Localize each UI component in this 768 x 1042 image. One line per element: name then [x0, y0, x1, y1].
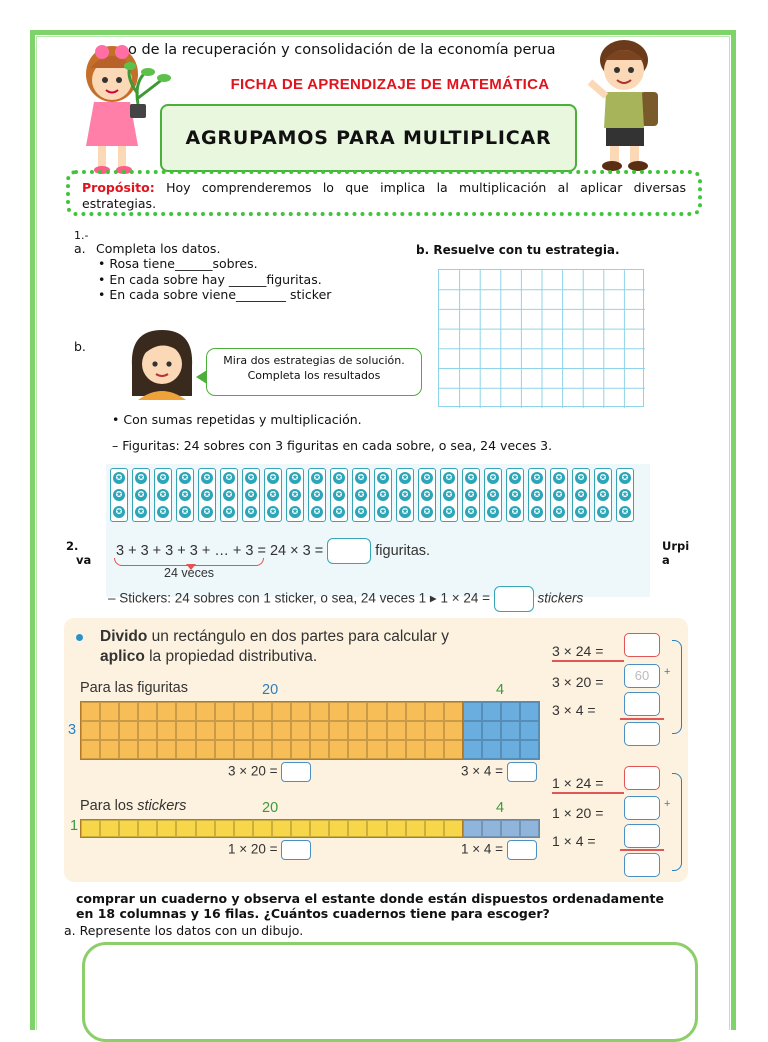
right-bracket-1 — [672, 640, 682, 734]
envelope — [352, 468, 370, 522]
star-sticker-icon: ✪ — [333, 472, 345, 484]
star-sticker-icon: ✪ — [575, 489, 587, 501]
bullet-rosa-tiene: • Rosa tiene______sobres. — [98, 256, 258, 271]
grid-cell — [348, 721, 367, 740]
grid-cell — [176, 702, 195, 721]
grid-cell — [444, 740, 463, 759]
grid-cell — [520, 702, 539, 721]
strip-cell — [501, 820, 520, 837]
star-sticker-icon: ✪ — [575, 506, 587, 518]
right-3x24-answer-box[interactable] — [624, 633, 660, 657]
strip-cell — [329, 820, 348, 837]
right-3x24-label: 3 × 24 = — [552, 643, 604, 659]
right-sum-2-answer-box[interactable] — [624, 853, 660, 877]
strip-cell — [215, 820, 234, 837]
envelope — [462, 468, 480, 522]
envelope — [176, 468, 194, 522]
star-sticker-icon: ✪ — [619, 506, 631, 518]
star-sticker-icon: ✪ — [399, 472, 411, 484]
grid-cell — [81, 702, 100, 721]
star-sticker-icon: ✪ — [157, 489, 169, 501]
star-sticker-icon: ✪ — [465, 489, 477, 501]
strategy-bullet: • Con sumas repetidas y multiplicación. — [112, 412, 362, 427]
part-b-title: b. Resuelve con tu estrategia. — [416, 243, 620, 257]
figuritas-three-label: 3 — [68, 722, 77, 738]
part-a-title: Completa los datos. — [96, 241, 221, 256]
grid-cell — [234, 740, 253, 759]
right-sum-1-answer-box[interactable] — [624, 722, 660, 746]
proposito-box — [66, 170, 702, 216]
envelope — [550, 468, 568, 522]
star-sticker-icon: ✪ — [267, 506, 279, 518]
grid-cell — [272, 721, 291, 740]
grid-cell — [501, 740, 520, 759]
question-2-number: 2. — [66, 539, 79, 553]
main-title: AGRUPAMOS PARA MULTIPLICAR — [185, 127, 552, 149]
strip-cell — [387, 820, 406, 837]
strategy-grid-lines — [439, 270, 645, 408]
right-3x24-underline — [552, 660, 624, 662]
grid-cell — [100, 740, 119, 759]
star-sticker-icon: ✪ — [245, 489, 257, 501]
grid-cell — [310, 721, 329, 740]
grid-cell — [100, 702, 119, 721]
figuritas-explanation: – Figuritas: 24 sobres con 3 figuritas en cada sobre, o sea, 24 veces 3. — [112, 438, 553, 453]
strip-cell — [482, 820, 501, 837]
proposito-label: Propósito: — [82, 180, 155, 195]
grid-cell — [234, 702, 253, 721]
strip-cell — [196, 820, 215, 837]
right-3x20-answer-box[interactable]: 60 — [624, 664, 660, 688]
eq-3x4-answer-box[interactable] — [507, 762, 537, 782]
right-1x4-label: 1 × 4 = — [552, 833, 596, 849]
grid-cell — [367, 721, 386, 740]
envelope — [286, 468, 304, 522]
eq-1x4 — [461, 840, 537, 860]
strip-cell — [291, 820, 310, 837]
star-sticker-icon: ✪ — [113, 506, 125, 518]
star-sticker-icon: ✪ — [377, 506, 389, 518]
envelope — [506, 468, 524, 522]
star-sticker-icon: ✪ — [245, 506, 257, 518]
grid-cell — [501, 721, 520, 740]
star-sticker-icon: ✪ — [553, 489, 565, 501]
grid-cell — [310, 740, 329, 759]
figuritas-label: Para las figuritas — [80, 680, 188, 696]
grid-cell — [482, 740, 501, 759]
star-sticker-icon: ✪ — [421, 472, 433, 484]
star-sticker-icon: ✪ — [311, 489, 323, 501]
star-sticker-icon: ✪ — [223, 506, 235, 518]
star-sticker-icon: ✪ — [597, 506, 609, 518]
stickers-four-label: 4 — [496, 800, 505, 816]
star-sticker-icon: ✪ — [399, 506, 411, 518]
eq-3x20-answer-box[interactable] — [281, 762, 311, 782]
star-sticker-icon: ✪ — [355, 506, 367, 518]
drawing-answer-frame[interactable] — [82, 942, 698, 1042]
envelope — [396, 468, 414, 522]
eq-3x20-label: 3 × 20 = — [228, 763, 278, 779]
star-sticker-icon: ✪ — [465, 506, 477, 518]
star-sticker-icon: ✪ — [201, 489, 213, 501]
grid-cell — [329, 702, 348, 721]
figuritas-blue-rectangle — [462, 701, 540, 760]
envelope — [132, 468, 150, 522]
instruction-bold-divido: Divido — [100, 628, 148, 645]
grid-cell — [119, 702, 138, 721]
star-sticker-icon: ✪ — [333, 506, 345, 518]
stickers-one-label: 1 — [70, 818, 79, 834]
grid-cell — [119, 721, 138, 740]
grid-cell — [406, 721, 425, 740]
grid-cell — [520, 740, 539, 759]
star-sticker-icon: ✪ — [553, 472, 565, 484]
figuritas-twenty-label: 20 — [262, 682, 279, 698]
strip-cell — [138, 820, 157, 837]
envelope — [220, 468, 238, 522]
eq-1x4-label: 1 × 4 = — [461, 841, 504, 857]
question-1-number: 1.- — [74, 229, 89, 242]
strip-cell — [253, 820, 272, 837]
stickers-blue-strip — [462, 819, 540, 838]
girl-thinking-illustration — [122, 326, 202, 400]
question-2-part-a: a. Represente los datos con un dibujo. — [64, 923, 304, 938]
grid-cell — [425, 740, 444, 759]
grid-cell — [196, 740, 215, 759]
envelope — [110, 468, 128, 522]
star-sticker-icon: ✪ — [333, 489, 345, 501]
grid-cell — [291, 702, 310, 721]
star-sticker-icon: ✪ — [399, 489, 411, 501]
star-sticker-icon: ✪ — [289, 506, 301, 518]
eq-3x4 — [461, 762, 537, 782]
star-sticker-icon: ✪ — [135, 472, 147, 484]
right-1x24-answer-box[interactable] — [624, 766, 660, 790]
grid-cell — [253, 740, 272, 759]
grid-cell — [196, 721, 215, 740]
grid-cell — [444, 721, 463, 740]
envelope — [440, 468, 458, 522]
envelope — [330, 468, 348, 522]
star-sticker-icon: ✪ — [135, 489, 147, 501]
grid-cell — [367, 740, 386, 759]
right-plus-1: + — [664, 666, 671, 678]
grid-cell — [329, 721, 348, 740]
grid-cell — [81, 740, 100, 759]
grid-cell — [501, 702, 520, 721]
stickers-label-prefix: Para los — [80, 798, 138, 814]
envelope — [616, 468, 634, 522]
bullet-dot-icon — [76, 634, 83, 641]
grid-cell — [520, 721, 539, 740]
star-sticker-icon: ✪ — [135, 506, 147, 518]
right-1x4-answer-box[interactable] — [624, 824, 660, 848]
grid-cell — [157, 721, 176, 740]
star-sticker-icon: ✪ — [377, 472, 389, 484]
grid-cell — [482, 721, 501, 740]
grid-cell — [253, 721, 272, 740]
grid-cell — [387, 740, 406, 759]
star-sticker-icon: ✪ — [223, 472, 235, 484]
star-sticker-icon: ✪ — [509, 506, 521, 518]
eq-1x4-answer-box[interactable] — [507, 840, 537, 860]
grid-cell — [272, 740, 291, 759]
right-bracket-2 — [672, 773, 682, 871]
grid-cell — [119, 740, 138, 759]
star-sticker-icon: ✪ — [157, 506, 169, 518]
strip-cell — [100, 820, 119, 837]
star-sticker-icon: ✪ — [113, 472, 125, 484]
grid-cell — [234, 721, 253, 740]
envelopes-panel — [106, 464, 650, 606]
eq-3x4-label: 3 × 4 = — [461, 763, 504, 779]
girl-with-plant-illustration — [64, 38, 174, 178]
grid-cell — [176, 740, 195, 759]
grid-cell — [367, 702, 386, 721]
boy-with-backpack-illustration — [572, 32, 672, 182]
stickers-line — [108, 586, 583, 612]
grid-cell — [463, 740, 482, 759]
star-sticker-icon: ✪ — [245, 472, 257, 484]
part-a-label: a. — [74, 241, 86, 256]
right-3x20-label: 3 × 20 = — [552, 674, 604, 690]
star-sticker-icon: ✪ — [421, 506, 433, 518]
grid-cell — [406, 702, 425, 721]
grid-cell — [348, 740, 367, 759]
star-sticker-icon: ✪ — [531, 472, 543, 484]
strategy-grid[interactable] — [438, 269, 644, 407]
year-heading: o de la recuperación y consolidación de la economía perua — [128, 42, 556, 58]
speech-bubble: Mira dos estrategias de solución. Completa los resultados — [206, 348, 422, 396]
star-sticker-icon: ✪ — [201, 472, 213, 484]
question-2-va: va — [76, 553, 92, 567]
right-1x24-label: 1 × 24 = — [552, 775, 604, 791]
grid-cell — [81, 721, 100, 740]
strip-cell — [81, 820, 100, 837]
envelope — [374, 468, 392, 522]
star-sticker-icon: ✪ — [179, 472, 191, 484]
veces-label: 24 veces — [164, 566, 215, 580]
grid-cell — [425, 721, 444, 740]
grid-cell — [348, 702, 367, 721]
strip-cell — [406, 820, 425, 837]
star-sticker-icon: ✪ — [355, 489, 367, 501]
star-sticker-icon: ✪ — [179, 489, 191, 501]
stickers-unit: stickers — [537, 590, 584, 606]
star-sticker-icon: ✪ — [443, 472, 455, 484]
grid-cell — [463, 721, 482, 740]
grid-cell — [463, 702, 482, 721]
strip-cell — [234, 820, 253, 837]
eq-1x20-label: 1 × 20 = — [228, 841, 278, 857]
strip-cell — [272, 820, 291, 837]
grid-cell — [291, 740, 310, 759]
star-sticker-icon: ✪ — [289, 472, 301, 484]
figuritas-answer-box[interactable] — [327, 538, 371, 564]
figuritas-four-label: 4 — [496, 682, 505, 698]
grid-cell — [138, 740, 157, 759]
strip-cell — [348, 820, 367, 837]
question-2-line-1: comprar un cuaderno y observa el estante donde están dispuestos ordenadamente — [76, 891, 664, 906]
repeated-sum-expression: 3 + 3 + 3 + 3 + … + 3 = 24 × 3 = — [116, 542, 324, 559]
envelope — [242, 468, 260, 522]
grid-cell — [425, 702, 444, 721]
envelope — [528, 468, 546, 522]
right-sum-underline-1 — [620, 718, 664, 720]
star-sticker-icon: ✪ — [487, 506, 499, 518]
envelope — [264, 468, 282, 522]
grid-cell — [215, 702, 234, 721]
grid-cell — [157, 702, 176, 721]
strip-cell — [157, 820, 176, 837]
star-sticker-icon: ✪ — [443, 489, 455, 501]
stickers-label-italic: stickers — [137, 798, 187, 814]
strip-cell — [119, 820, 138, 837]
star-sticker-icon: ✪ — [619, 489, 631, 501]
grid-cell — [444, 702, 463, 721]
stickers-expression: – Stickers: 24 sobres con 1 sticker, o sea, 24 veces 1 ▸ 1 × 24 = — [108, 590, 490, 606]
grid-cell — [482, 702, 501, 721]
star-sticker-icon: ✪ — [157, 472, 169, 484]
star-sticker-icon: ✪ — [289, 489, 301, 501]
stickers-answer-box[interactable] — [494, 586, 534, 612]
figuritas-unit: figuritas. — [375, 542, 431, 559]
star-sticker-icon: ✪ — [267, 472, 279, 484]
instruction-text-2: la propiedad distributiva. — [144, 648, 318, 665]
envelopes-row — [110, 468, 634, 522]
right-3x4-label: 3 × 4 = — [552, 702, 596, 718]
star-sticker-icon: ✪ — [575, 472, 587, 484]
eq-1x20 — [228, 840, 311, 860]
star-sticker-icon: ✪ — [421, 489, 433, 501]
question-2-a: a — [662, 553, 670, 567]
star-sticker-icon: ✪ — [619, 472, 631, 484]
strip-cell — [176, 820, 195, 837]
grid-cell — [100, 721, 119, 740]
grid-cell — [215, 721, 234, 740]
star-sticker-icon: ✪ — [465, 472, 477, 484]
eq-1x20-answer-box[interactable] — [281, 840, 311, 860]
grid-cell — [387, 721, 406, 740]
star-sticker-icon: ✪ — [509, 489, 521, 501]
star-sticker-icon: ✪ — [223, 489, 235, 501]
star-sticker-icon: ✪ — [201, 506, 213, 518]
star-sticker-icon: ✪ — [597, 489, 609, 501]
b-label: b. — [74, 339, 86, 354]
star-sticker-icon: ✪ — [509, 472, 521, 484]
grid-cell — [157, 740, 176, 759]
strip-cell — [310, 820, 329, 837]
envelope — [154, 468, 172, 522]
grid-cell — [291, 721, 310, 740]
stickers-label — [80, 798, 186, 814]
right-1x20-label: 1 × 20 = — [552, 805, 604, 821]
star-sticker-icon: ✪ — [355, 472, 367, 484]
star-sticker-icon: ✪ — [597, 472, 609, 484]
ficha-title: FICHA DE APRENDIZAJE DE MATEMÁTICA — [230, 76, 550, 93]
grid-cell — [253, 702, 272, 721]
instruction-text-1: un rectángulo en dos partes para calcular y — [147, 628, 449, 645]
question-2-line-2: en 18 columnas y 16 filas. ¿Cuántos cuadernos tiene para escoger? — [76, 906, 550, 921]
eq-3x20 — [228, 762, 311, 782]
distributive-panel — [64, 618, 688, 882]
grid-cell — [272, 702, 291, 721]
right-1x20-answer-box[interactable] — [624, 796, 660, 820]
grid-cell — [215, 740, 234, 759]
right-plus-2: + — [664, 798, 671, 810]
star-sticker-icon: ✪ — [311, 472, 323, 484]
star-sticker-icon: ✪ — [179, 506, 191, 518]
envelope — [418, 468, 436, 522]
bullet-figuritas-por-sobre: • En cada sobre hay ______figuritas. — [98, 272, 322, 287]
envelope — [484, 468, 502, 522]
grid-cell — [196, 702, 215, 721]
grid-cell — [329, 740, 348, 759]
star-sticker-icon: ✪ — [267, 489, 279, 501]
strip-cell — [425, 820, 444, 837]
strip-cell — [444, 820, 463, 837]
star-sticker-icon: ✪ — [377, 489, 389, 501]
envelope — [198, 468, 216, 522]
envelope — [308, 468, 326, 522]
proposito-text: Hoy comprenderemos lo que implica la multiplicación al aplicar diversas estrategias. — [82, 180, 686, 211]
grid-cell — [138, 721, 157, 740]
stickers-twenty-label: 20 — [262, 800, 279, 816]
strip-cell — [463, 820, 482, 837]
strip-cell — [520, 820, 539, 837]
right-3x4-answer-box[interactable] — [624, 692, 660, 716]
star-sticker-icon: ✪ — [311, 506, 323, 518]
grid-cell — [138, 702, 157, 721]
envelope — [572, 468, 590, 522]
grid-cell — [176, 721, 195, 740]
figuritas-orange-rectangle — [80, 701, 464, 760]
star-sticker-icon: ✪ — [487, 489, 499, 501]
grid-cell — [387, 702, 406, 721]
stickers-yellow-strip — [80, 819, 464, 838]
right-1x24-underline — [552, 792, 624, 794]
right-sum-underline-2 — [620, 849, 664, 851]
star-sticker-icon: ✪ — [531, 506, 543, 518]
distributive-instruction — [100, 627, 449, 667]
star-sticker-icon: ✪ — [531, 489, 543, 501]
star-sticker-icon: ✪ — [487, 472, 499, 484]
grid-cell — [406, 740, 425, 759]
bullet-sticker-por-sobre: • En cada sobre viene________ sticker — [98, 287, 332, 302]
star-sticker-icon: ✪ — [443, 506, 455, 518]
strip-cell — [367, 820, 386, 837]
star-sticker-icon: ✪ — [113, 489, 125, 501]
main-title-box — [160, 104, 577, 172]
envelope — [594, 468, 612, 522]
grid-cell — [310, 702, 329, 721]
star-sticker-icon: ✪ — [553, 506, 565, 518]
instruction-bold-aplico: aplico — [100, 648, 145, 665]
question-2-urpi: Urpi — [662, 539, 690, 553]
